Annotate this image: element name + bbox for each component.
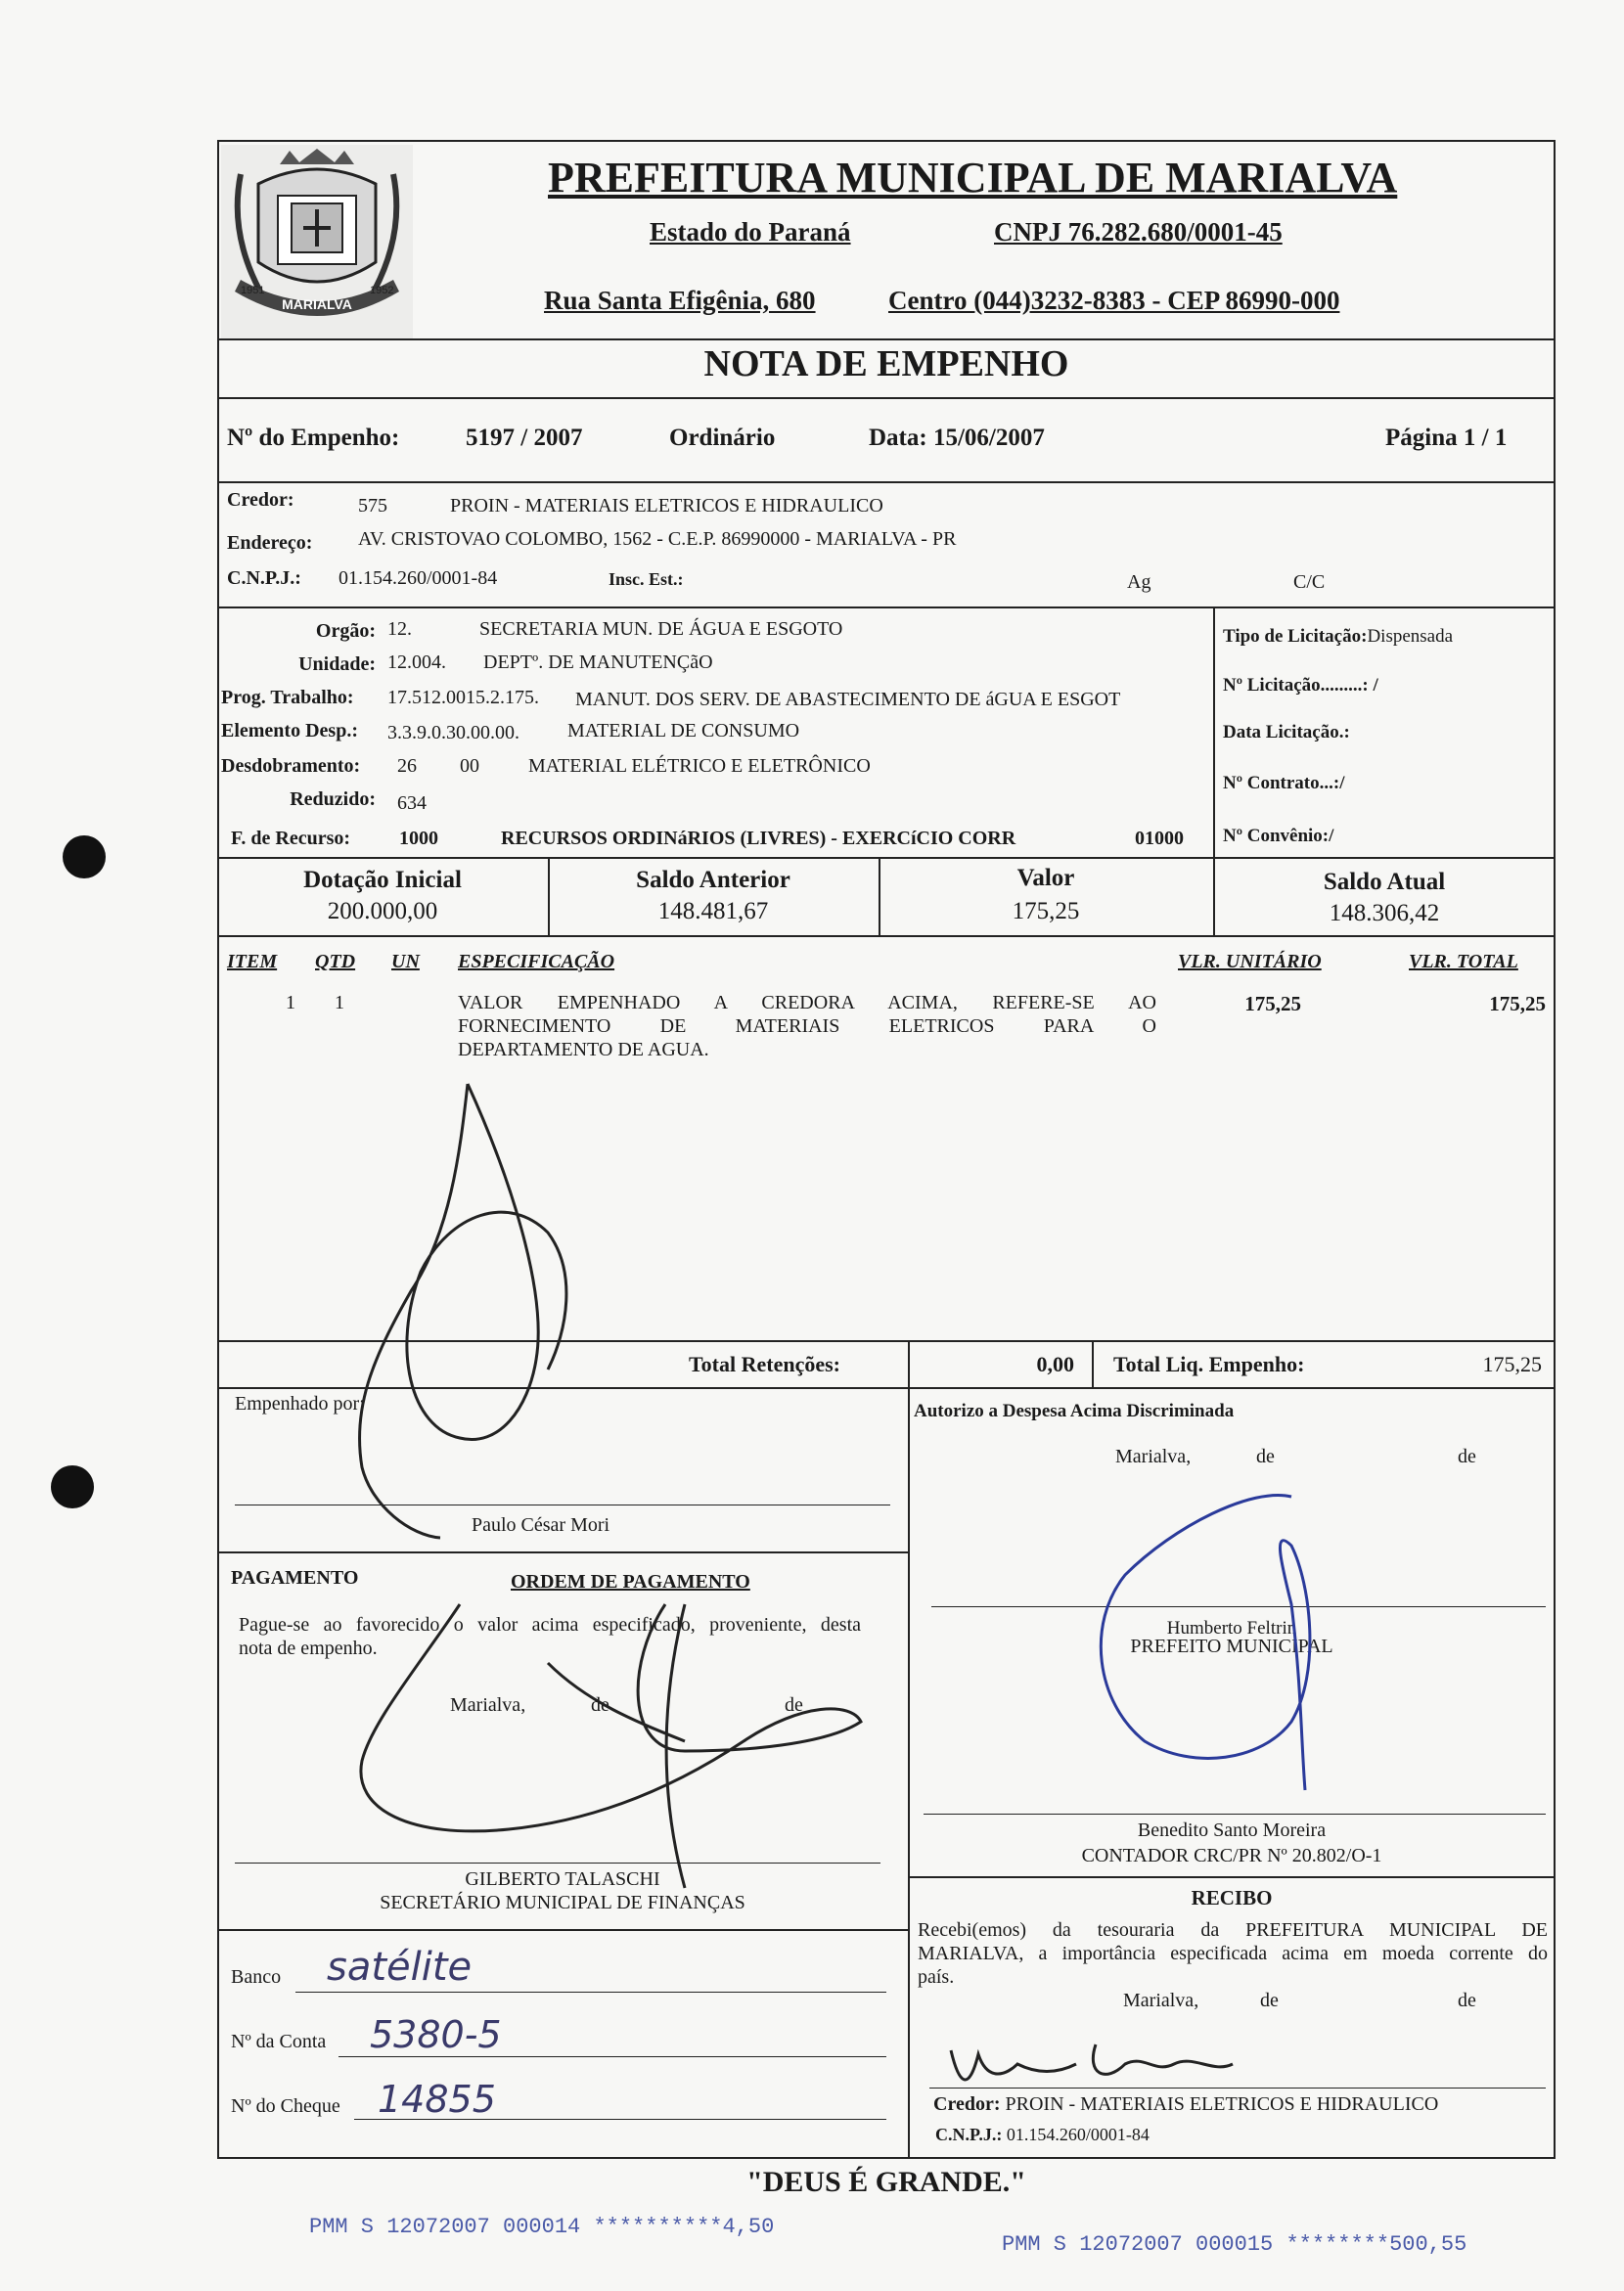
divider	[217, 935, 1556, 937]
retencoes-value: 0,00	[1036, 1352, 1074, 1376]
dotacao-value: 200.000,00	[327, 898, 438, 924]
contact-label: Centro (044)3232-8383 - CEP 86990-000	[888, 286, 1340, 315]
liquido-value: 175,25	[1482, 1352, 1542, 1376]
empenhado-name: Paulo César Mori	[472, 1514, 610, 1536]
signature-line	[235, 1863, 880, 1864]
insc-label: Insc. Est.:	[609, 569, 684, 589]
signature-line	[931, 1606, 1546, 1607]
divider	[908, 1340, 910, 1387]
secretario-role: SECRETÁRIO MUNICIPAL DE FINANÇAS	[380, 1892, 745, 1913]
coat-of-arms-icon	[221, 145, 413, 338]
doc-title: NOTA DE EMPENHO	[703, 343, 1069, 384]
secretario-name: GILBERTO TALASCHI	[465, 1868, 660, 1890]
convenio-number: Nº Convênio:/	[1223, 826, 1334, 846]
cc-label: C/C	[1293, 571, 1326, 593]
saldo-atual-value: 148.306,42	[1329, 900, 1440, 926]
divider	[217, 481, 1556, 483]
divider	[217, 397, 1556, 399]
tipo-licitacao-label: Tipo de Licitação:	[1223, 626, 1368, 647]
banco-line	[295, 1992, 886, 1993]
elemento-code: 3.3.9.0.30.00.00.	[387, 722, 519, 743]
motto: "DEUS É GRANDE."	[746, 2166, 1026, 2198]
pagamento-text-line1: Pague-se ao favorecido o valor acima especificado, proveniente, desta	[239, 1614, 861, 1636]
divider	[217, 338, 1556, 340]
item-number: 1	[286, 992, 295, 1013]
empenho-type: Ordinário	[669, 425, 776, 451]
cnpj-value: 01.154.260/0001-84	[338, 567, 498, 589]
unidade-value: DEPTº. DE MANUTENÇãO	[483, 651, 713, 673]
col-un: UN	[391, 951, 420, 972]
signature-line	[924, 1814, 1546, 1815]
desdobramento-value: MATERIAL ELÉTRICO E ELETRÔNICO	[528, 755, 871, 777]
pagamento-de2: de	[785, 1694, 803, 1716]
svg-text:1951: 1951	[241, 285, 265, 296]
autorizo-city: Marialva,	[1115, 1446, 1192, 1467]
tipo-licitacao-value: Dispensada	[1367, 626, 1454, 647]
pagamento-text-line2: nota de empenho.	[239, 1638, 378, 1659]
prog-value: MANUT. DOS SERV. DE ABASTECIMENTO DE áGUA E ESGOT	[575, 689, 1121, 710]
prefeito-role: PREFEITO MUNICIPAL	[1130, 1636, 1333, 1657]
empenho-date: Data: 15/06/2007	[869, 425, 1045, 451]
cnpj-label: C.N.P.J.:	[227, 567, 301, 589]
recibo-text-line1: Recebi(emos) da tesouraria da PREFEITURA MUNICIPAL DE	[918, 1919, 1548, 1941]
cnpj-header: CNPJ 76.282.680/0001-45	[994, 217, 1283, 247]
banco-value: satélite	[327, 1945, 473, 1990]
recibo-text-line2: MARIALVA, a importância especificada acima em moeda corrente do	[918, 1943, 1548, 1964]
recibo-title: RECIBO	[1191, 1886, 1273, 1909]
divider	[217, 1387, 1556, 1389]
recibo-city: Marialva,	[1123, 1990, 1199, 2011]
banco-label: Banco	[231, 1966, 282, 1988]
elemento-value: MATERIAL DE CONSUMO	[567, 720, 800, 741]
recurso-code: 1000	[399, 828, 438, 849]
credor-name: PROIN - MATERIAIS ELETRICOS E HIDRAULICO	[450, 495, 883, 517]
orgao-label: Orgão:	[315, 620, 376, 642]
bank-stamp-1: PMM S 12072007 000014 **********4,50	[309, 2215, 775, 2239]
orgao-code: 12.	[387, 618, 412, 640]
contrato-number: Nº Contrato...:/	[1223, 773, 1345, 793]
dotacao-label: Dotação Inicial	[303, 867, 462, 893]
item-total-value: 175,25	[1489, 992, 1546, 1015]
liquido-label: Total Liq. Empenho:	[1113, 1352, 1305, 1376]
prog-code: 17.512.0015.2.175.	[387, 687, 539, 708]
recibo-de2: de	[1458, 1990, 1476, 2011]
recibo-text-line3: país.	[918, 1966, 955, 1988]
orgao-value: SECRETARIA MUN. DE ÁGUA E ESGOTO	[479, 618, 843, 640]
contador-role: CONTADOR CRC/PR Nº 20.802/O-1	[1081, 1845, 1382, 1866]
unidade-label: Unidade:	[298, 653, 376, 675]
bank-stamp-2: PMM S 12072007 000015 ********500,55	[1002, 2232, 1467, 2257]
conta-value: 5380-5	[370, 2013, 502, 2056]
item-unit-value: 175,25	[1244, 992, 1301, 1015]
recibo-credor-label: Credor:	[933, 2093, 1001, 2115]
state-label: Estado do Paraná	[650, 217, 851, 247]
endereco-label: Endereço:	[227, 532, 313, 554]
prefeito-name: Humberto Feltrin	[1166, 1618, 1297, 1639]
item-desc-line1: VALOR EMPENHADO A CREDORA ACIMA, REFERE-SE AO	[458, 992, 1156, 1013]
punch-hole	[51, 1465, 94, 1508]
divider	[1092, 1340, 1094, 1387]
pagamento-label: PAGAMENTO	[231, 1567, 359, 1589]
saldo-anterior-label: Saldo Anterior	[636, 867, 790, 893]
punch-hole	[63, 835, 106, 878]
item-desc-line3: DEPARTAMENTO DE AGUA.	[458, 1039, 709, 1060]
divider	[217, 857, 1556, 859]
desdobramento-label: Desdobramento:	[221, 755, 361, 777]
valor-value: 175,25	[1012, 898, 1080, 924]
valor-label: Valor	[1016, 865, 1075, 891]
page-title: PREFEITURA MUNICIPAL DE MARIALVA	[548, 154, 1398, 202]
divider	[1213, 606, 1215, 857]
street-label: Rua Santa Efigênia, 680	[544, 286, 816, 315]
item-qtd: 1	[335, 992, 344, 1013]
divider	[217, 606, 1556, 608]
contador-name: Benedito Santo Moreira	[1137, 1819, 1327, 1841]
recurso-label: F. de Recurso:	[231, 828, 351, 849]
unidade-code: 12.004.	[387, 651, 446, 673]
col-especificacao: ESPECIFICAÇÃO	[458, 951, 615, 972]
recurso-value: RECURSOS ORDINáRIOS (LIVRES) - EXERCíCIO CORR	[501, 828, 1016, 849]
licitacao-date: Data Licitação.:	[1223, 722, 1350, 742]
col-qtd: QTD	[315, 951, 356, 972]
saldo-atual-label: Saldo Atual	[1323, 869, 1446, 895]
divider	[217, 1340, 1556, 1342]
retencoes-label: Total Retenções:	[689, 1352, 840, 1376]
credor-label: Credor:	[227, 489, 294, 511]
conta-line	[338, 2056, 886, 2057]
reduzido-label: Reduzido:	[290, 788, 376, 810]
svg-text:MARIALVA: MARIALVA	[282, 296, 352, 312]
divider	[908, 1876, 1556, 1878]
pagamento-de1: de	[591, 1694, 609, 1716]
reduzido-value: 634	[397, 792, 427, 814]
recibo-credor-value: PROIN - MATERIAIS ELETRICOS E HIDRAULICO	[1005, 2093, 1439, 2115]
desdobramento-code: 26	[397, 755, 417, 777]
empenho-label: Nº do Empenho:	[227, 425, 400, 451]
pagamento-city: Marialva,	[450, 1694, 526, 1716]
col-vlr-total: VLR. TOTAL	[1409, 951, 1518, 972]
credor-code: 575	[358, 495, 387, 517]
licitacao-number: Nº Licitação.........: /	[1223, 675, 1378, 696]
desdobramento-sub: 00	[460, 755, 479, 777]
col-vlr-unitario: VLR. UNITÁRIO	[1178, 951, 1322, 972]
prog-label: Prog. Trabalho:	[221, 687, 354, 708]
empenho-number: 5197 / 2007	[466, 425, 583, 451]
recibo-cnpj-label: C.N.P.J.:	[935, 2125, 1003, 2144]
item-desc-line2: FORNECIMENTO DE MATERIAIS ELETRICOS PARA O	[458, 1015, 1156, 1037]
cheque-label: Nº do Cheque	[231, 2095, 340, 2117]
recibo-cnpj-value: 01.154.260/0001-84	[1006, 2125, 1150, 2144]
saldo-anterior-value: 148.481,67	[657, 898, 769, 924]
conta-label: Nº da Conta	[231, 2031, 327, 2052]
svg-text:1952: 1952	[370, 285, 394, 296]
signature-line	[929, 2088, 1546, 2089]
cheque-value: 14855	[378, 2078, 496, 2121]
divider	[217, 1929, 908, 1931]
divider	[908, 1387, 910, 2158]
ordem-pagamento-label: ORDEM DE PAGAMENTO	[511, 1571, 750, 1593]
autorizo-label: Autorizo a Despesa Acima Discriminada	[914, 1401, 1235, 1421]
page-number: Página 1 / 1	[1385, 425, 1508, 451]
col-item: ITEM	[227, 951, 278, 972]
ag-label: Ag	[1127, 571, 1151, 593]
autorizo-de2: de	[1458, 1446, 1476, 1467]
recurso-number: 01000	[1135, 828, 1184, 849]
endereco-value: AV. CRISTOVAO COLOMBO, 1562 - C.E.P. 86990000 - MARIALVA - PR	[358, 528, 957, 550]
elemento-label: Elemento Desp.:	[221, 720, 358, 741]
recibo-de1: de	[1260, 1990, 1279, 2011]
empenhado-label: Empenhado por:	[235, 1393, 365, 1415]
divider	[217, 1551, 908, 1553]
autorizo-de1: de	[1256, 1446, 1275, 1467]
